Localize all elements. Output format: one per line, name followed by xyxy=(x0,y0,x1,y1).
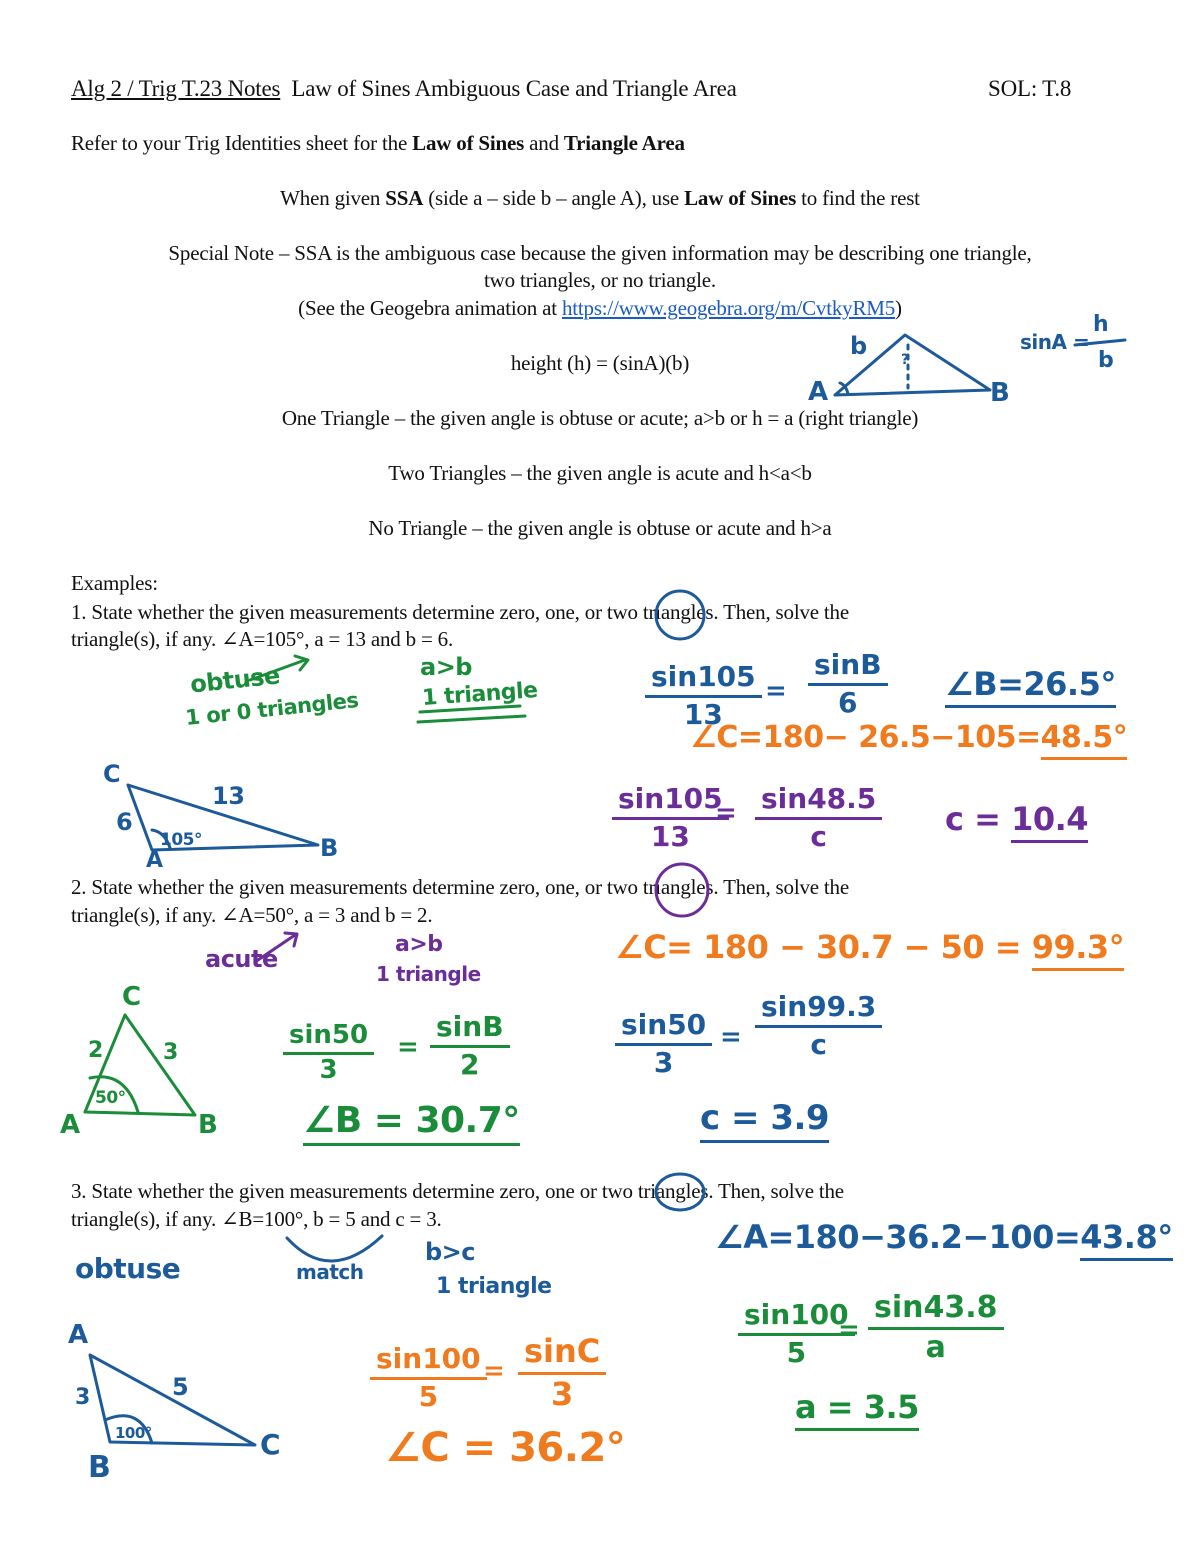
tri3-angle: 100° xyxy=(115,1424,152,1442)
ex2-angle-C: ∠C= 180 − 30.7 − 50 = 99.3° xyxy=(615,928,1124,966)
tri2-angle: 50° xyxy=(95,1088,126,1108)
equals: = xyxy=(483,1356,505,1386)
tri2-A: A xyxy=(60,1110,80,1140)
height-question-mark: ? xyxy=(901,352,909,368)
height-formula: height (h) = (sinA)(b) xyxy=(510,351,690,375)
ex3-angle-C: ∠C = 36.2° xyxy=(385,1425,626,1471)
ex1-1-or-0: 1 or 0 triangles xyxy=(184,687,360,731)
tri1-side-13: 13 xyxy=(212,782,245,810)
tri2-B: B xyxy=(198,1110,218,1140)
examples-heading: Examples: xyxy=(71,571,158,595)
ex2-acute: acute xyxy=(205,945,278,973)
ex3-angle-A: ∠A=180−36.2−100=43.8° xyxy=(715,1218,1173,1256)
ex1-obtuse: obtuse xyxy=(188,661,282,699)
ex1-frac-sin105-purple: $\frac{\sin 105}{13}$ xyxy=(612,782,729,853)
geogebra-note: (See the Geogebra animation at https://www.geogebra.org/m/CvtkyRM5) xyxy=(298,296,902,320)
equals: = xyxy=(765,676,787,706)
tri1-B: B xyxy=(320,834,338,862)
ex2-frac-sin50: $\frac{\sin 50}{3}$ xyxy=(615,1008,712,1079)
ex2-frac-sin99: $\frac{\sin 99.3}{c}$ xyxy=(755,990,882,1061)
one-triangle-rule: One Triangle – the given angle is obtuse or acute; a>b or h = a (right triangle) xyxy=(281,406,919,430)
ex1-angle-B: ∠B=26.5° xyxy=(945,665,1116,708)
course-title: Alg 2 / Trig T.23 Notes xyxy=(71,76,281,101)
tri3-C: C xyxy=(260,1428,281,1461)
tri2-side-2: 2 xyxy=(88,1038,103,1063)
refer-text: Refer to your Trig Identities sheet for the Law of Sines and Triangle Area xyxy=(71,131,685,155)
tri1-A: A xyxy=(146,848,163,873)
sinA-b: b xyxy=(1098,348,1114,373)
ex3-one-triangle: 1 triangle xyxy=(436,1274,552,1299)
ex3-frac-sin100: $\frac{\sin 100}{5}$ xyxy=(738,1298,855,1369)
ex2-one-triangle: 1 triangle xyxy=(376,962,481,986)
tri1-angle: 105° xyxy=(160,830,202,850)
tri3-B: B xyxy=(88,1450,111,1485)
ex1-a-gt-b: a>b xyxy=(420,653,472,681)
two-triangles-rule: Two Triangles – the given angle is acute and h<a<b xyxy=(388,461,812,485)
tri2-side-3: 3 xyxy=(163,1040,178,1065)
ex1-one-triangle: 1 triangle xyxy=(421,677,539,712)
page-title: Law of Sines Ambiguous Case and Triangle Area xyxy=(291,76,737,101)
ex1-angle-C: ∠C=180− 26.5−105=48.5° xyxy=(690,720,1127,755)
ex2-frac-sin50-green: $\frac{\sin 50}{3}$ xyxy=(283,1020,374,1085)
ex3-prompt-2: triangle(s), if any. ∠B=100°, b = 5 and c = 3. xyxy=(71,1207,442,1231)
ex3-prompt-1: 3. State whether the given measurements determine zero, one or two triangles. Then, solve the xyxy=(71,1179,844,1203)
special-note-2: two triangles, or no triangle. xyxy=(484,268,716,292)
ex1-frac-sinB: $\frac{\sin B}{6}$ xyxy=(808,648,888,719)
sinA-label: sinA = xyxy=(1020,330,1090,354)
ex3-frac-sin43: $\frac{\sin 43.8}{a}$ xyxy=(868,1290,1004,1365)
ex1-prompt-2: triangle(s), if any. ∠A=105°, a = 13 and b = 6. xyxy=(71,627,454,651)
label-A: A xyxy=(808,377,828,407)
geogebra-link[interactable]: https://www.geogebra.org/m/CvtkyRM5 xyxy=(561,296,896,320)
tri2-C: C xyxy=(122,982,141,1012)
equals: = xyxy=(838,1315,860,1345)
label-B: B xyxy=(990,378,1010,408)
ex2-prompt-2: triangle(s), if any. ∠A=50°, a = 3 and b = 2. xyxy=(71,903,433,927)
ex2-side-c: c = 3.9 xyxy=(700,1098,829,1143)
equals: = xyxy=(397,1032,419,1062)
ex2-angle-B: ∠B = 30.7° xyxy=(303,1100,520,1146)
ex1-frac-sin48: $\frac{\sin 48.5}{c}$ xyxy=(755,782,882,853)
equals: = xyxy=(715,798,737,828)
sol-label: SOL: T.8 xyxy=(988,76,1072,101)
ex3-b-gt-c: b>c xyxy=(425,1238,476,1266)
ex2-a-gt-b: a>b xyxy=(395,932,443,957)
ssa-text: When given SSA (side a – side b – angle A), use Law of Sines to find the rest xyxy=(280,186,920,210)
header xyxy=(71,76,737,102)
ex3-match: match xyxy=(296,1260,364,1284)
ex3-frac-sinC: $\frac{\sin C}{3}$ xyxy=(518,1332,606,1413)
ex3-frac-sin100-orange: $\frac{\sin 100}{5}$ xyxy=(370,1342,487,1413)
equals: = xyxy=(720,1022,742,1052)
sinA-h: h xyxy=(1093,312,1109,337)
ex3-obtuse: obtuse xyxy=(75,1252,181,1285)
ex2-frac-sinB: $\frac{\sin B}{2}$ xyxy=(430,1010,510,1081)
tri3-A: A xyxy=(68,1320,88,1350)
special-note-1: Special Note – SSA is the ambiguous case because the given information may be describing one triangle, xyxy=(168,241,1032,265)
ex2-prompt-1: 2. State whether the given measurements determine zero, one, or two triangles. Then, solve the xyxy=(71,875,849,899)
tri3-side-3: 3 xyxy=(75,1385,90,1410)
tri3-side-5: 5 xyxy=(172,1373,189,1401)
ex3-side-a: a = 3.5 xyxy=(795,1388,919,1431)
tri1-C: C xyxy=(103,760,121,788)
ex1-prompt-1: 1. State whether the given measurements determine zero, one, or two triangles. Then, solve the xyxy=(71,600,849,624)
ex1-frac-sin105: $\frac{\sin 105}{13}$ xyxy=(645,660,762,731)
label-b: b xyxy=(850,332,867,360)
ex1-side-c: c = 10.4 xyxy=(945,800,1088,838)
tri1-side-6: 6 xyxy=(116,808,133,836)
no-triangle-rule: No Triangle – the given angle is obtuse or acute and h>a xyxy=(368,516,832,540)
